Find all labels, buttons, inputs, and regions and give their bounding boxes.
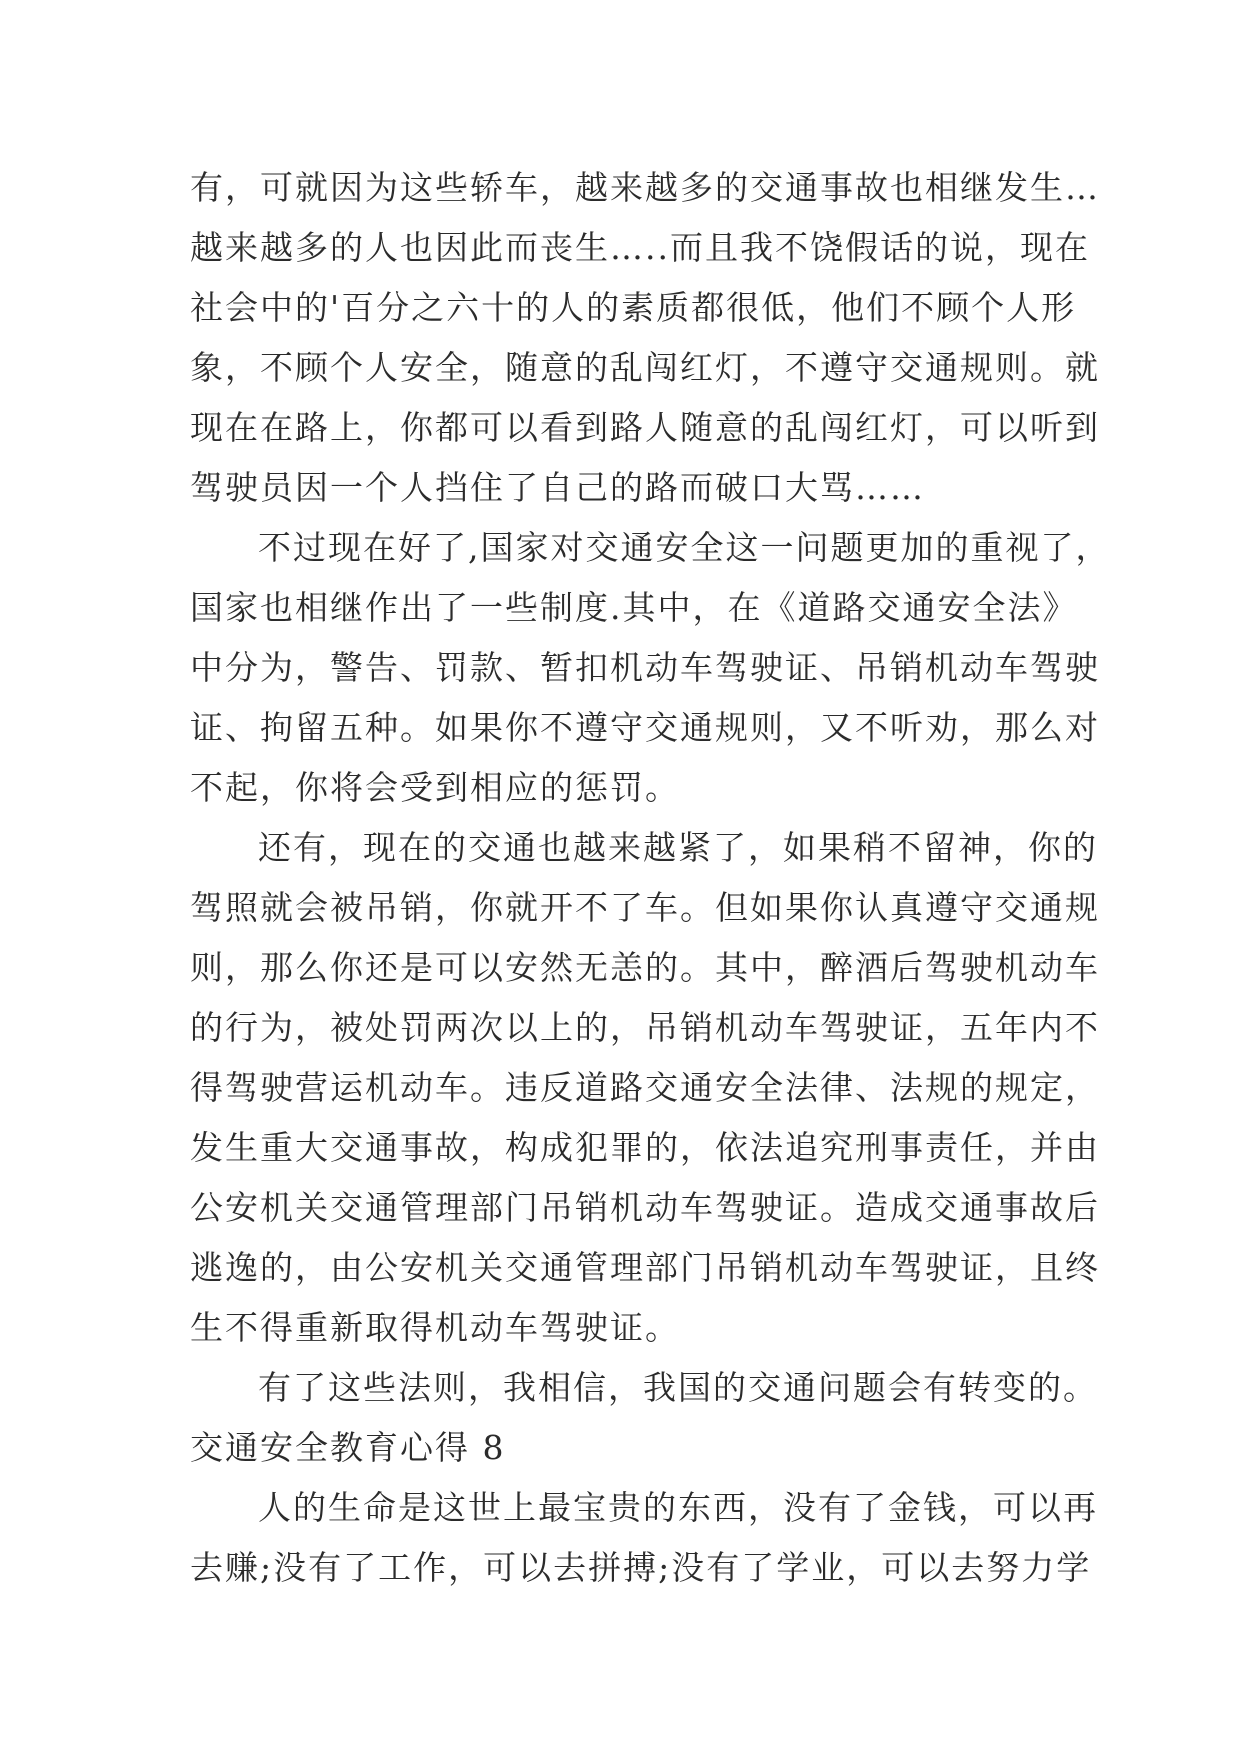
text-line: 中分为，警告、罚款、暂扣机动车驾驶证、吊销机动车驾驶 (190, 648, 1100, 687)
paragraph-start-line: 不过现在好了,国家对交通安全这一问题更加的重视了， (258, 528, 1111, 567)
text-line: 驾驶员因一个人挡住了自己的路而破口大骂…… (190, 468, 925, 507)
text-line: 逃逸的，由公安机关交通管理部门吊销机动车驾驶证，且终 (190, 1248, 1100, 1287)
text-line: 驾照就会被吊销，你就开不了车。但如果你认真遵守交通规 (190, 888, 1100, 927)
paragraph-start-line: 人的生命是这世上最宝贵的东西，没有了金钱，可以再 (258, 1488, 1098, 1527)
text-line: 发生重大交通事故，构成犯罪的，依法追究刑事责任，并由 (190, 1128, 1100, 1167)
text-line: 的行为，被处罚两次以上的，吊销机动车驾驶证，五年内不 (190, 1008, 1100, 1047)
document-body (190, 158, 1111, 1598)
text-line: 得驾驶营运机动车。违反道路交通安全法律、法规的规定， (190, 1068, 1100, 1107)
text-line: 社会中的'百分之六十的人的素质都很低，他们不顾个人形 (190, 288, 1077, 327)
section-heading: 交通安全教育心得 8 (190, 1428, 506, 1467)
text-line: 现在在路上，你都可以看到路人随意的乱闯红灯，可以听到 (190, 408, 1100, 447)
text-line: 有，可就因为这些轿车，越来越多的交通事故也相继发生… (190, 168, 1100, 207)
text-line: 则，那么你还是可以安然无恙的。其中，醉酒后驾驶机动车 (190, 948, 1100, 987)
text-line: 国家也相继作出了一些制度.其中，在《道路交通安全法》 (190, 588, 1078, 627)
text-line: 公安机关交通管理部门吊销机动车驾驶证。造成交通事故后 (190, 1188, 1100, 1227)
text-line: 去赚;没有了工作，可以去拼搏;没有了学业，可以去努力学 (190, 1548, 1092, 1587)
text-line: 生不得重新取得机动车驾驶证。 (190, 1308, 680, 1347)
text-line: 不起，你将会受到相应的惩罚。 (190, 768, 680, 807)
text-line: 象，不顾个人安全，随意的乱闯红灯，不遵守交通规则。就 (190, 348, 1100, 387)
text-line: 证、拘留五种。如果你不遵守交通规则，又不听劝，那么对 (190, 708, 1100, 747)
paragraph-start-line: 还有，现在的交通也越来越紧了，如果稍不留神，你的 (258, 828, 1098, 867)
paragraph-start-line: 有了这些法则，我相信，我国的交通问题会有转变的。 (258, 1368, 1098, 1407)
text-line: 越来越多的人也因此而丧生…..而且我不饶假话的说，现在 (190, 228, 1090, 267)
